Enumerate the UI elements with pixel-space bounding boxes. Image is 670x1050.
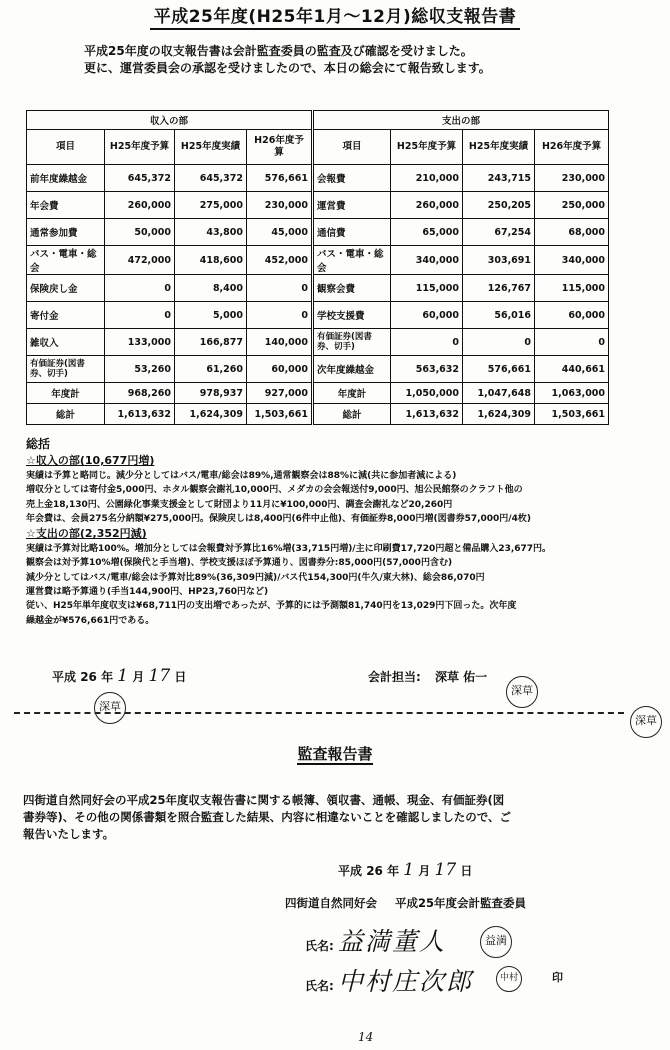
intro-line: 平成25年度の収支報告書は会計監査委員の監査及び確認を受けました。 xyxy=(84,44,473,58)
treasurer-label: 会計担当: xyxy=(368,670,421,684)
expense-budget-26: 68,000 xyxy=(535,219,609,246)
audit-report-body xyxy=(23,792,628,843)
column-header-actual-25: H25年度実績 xyxy=(463,130,535,165)
date-era: 平成 xyxy=(52,670,77,684)
summary-line: 実績は予算対比略100%。増加分としては会報費対予算比16%増(33,715円増)/主に印刷費17,720円超と備品購入23,677円。 xyxy=(26,544,552,555)
summary-line: 売上金18,130円、公園緑化事業支援金として財団より11月に¥100,000円、調査会謝礼など20,260円 xyxy=(26,499,453,510)
table-row xyxy=(27,329,609,356)
income-budget-26: 452,000 xyxy=(247,246,313,275)
audit-line: 四街道自然同好会の平成25年度収支報告書に関する帳簿、領収書、通帳、現金、有価証券(図 xyxy=(23,793,505,807)
expense-item: 観察会費 xyxy=(313,275,391,302)
column-header-budget-25: H25年度予算 xyxy=(391,130,463,165)
income-actual-25: 43,800 xyxy=(175,219,247,246)
section-divider xyxy=(14,712,624,714)
table-row xyxy=(27,302,609,329)
income-item: 前年度繰越金 xyxy=(27,165,105,192)
audit-report-title: 監査報告書 xyxy=(297,745,373,763)
intro-line: 更に、運営委員会の承認を受けましたので、本日の総会にて報告致します。 xyxy=(84,61,491,75)
income-actual-25: 1,624,309 xyxy=(175,404,247,425)
summary-heading: 総括 xyxy=(26,437,51,451)
income-budget-25: 968,260 xyxy=(105,383,175,404)
income-item: 雑収入 xyxy=(27,329,105,356)
expense-budget-25: 340,000 xyxy=(391,246,463,275)
column-header-item: 項目 xyxy=(27,130,105,165)
page-number: 14 xyxy=(358,1030,374,1044)
income-expense-table xyxy=(26,110,609,425)
income-budget-26: 576,661 xyxy=(247,165,313,192)
income-budget-25: 472,000 xyxy=(105,246,175,275)
income-actual-25: 8,400 xyxy=(175,275,247,302)
income-budget-26: 0 xyxy=(247,302,313,329)
day-label: 日 xyxy=(460,864,473,878)
summary-line: 減少分としてはバス/電車/総会は予算対比89%(36,309円減)/バス代154,300円(牛久/東大林)、総会86,070円 xyxy=(26,572,485,583)
auditor-seal: 中村 xyxy=(496,966,522,992)
auditor-signature-2 xyxy=(305,962,473,998)
auditor-signature: 中村庄次郎 xyxy=(338,967,474,996)
intro-text xyxy=(84,43,491,77)
income-budget-26: 140,000 xyxy=(247,329,313,356)
income-section-header: 収入の部 xyxy=(27,111,313,130)
table-row xyxy=(27,192,609,219)
expense-budget-26: 1,063,000 xyxy=(535,383,609,404)
summary-line: 増収分としては寄付金5,000円、ホタル観察会謝礼10,000円、メダカの会会報送付9,000円、旭公民館祭のクラフト他の xyxy=(26,485,523,496)
expense-budget-25: 1,050,000 xyxy=(391,383,463,404)
expense-budget-25: 1,613,632 xyxy=(391,404,463,425)
expense-actual-25: 0 xyxy=(463,329,535,356)
expense-budget-26: 60,000 xyxy=(535,302,609,329)
treasurer-name: 深草 佑一 xyxy=(435,670,488,684)
income-budget-26: 230,000 xyxy=(247,192,313,219)
audit-line: 報告いたします。 xyxy=(23,827,115,841)
treasurer-seal: 深草 xyxy=(94,692,126,724)
table-row xyxy=(27,356,609,383)
name-label: 氏名: xyxy=(305,979,334,993)
table-row xyxy=(27,219,609,246)
expense-actual-25: 1,624,309 xyxy=(463,404,535,425)
expense-budget-26: 1,503,661 xyxy=(535,404,609,425)
income-budget-25: 645,372 xyxy=(105,165,175,192)
table-row xyxy=(27,165,609,192)
document-title: 平成25年度(H25年1月〜12月)総収支報告書 xyxy=(0,2,670,27)
year-label: 年 xyxy=(387,864,400,878)
income-actual-25: 166,877 xyxy=(175,329,247,356)
date-month: 1 xyxy=(403,860,415,880)
column-header-budget-26: H26年度予算 xyxy=(247,130,313,165)
income-budget-25: 0 xyxy=(105,275,175,302)
expense-budget-26: 230,000 xyxy=(535,165,609,192)
expense-item: 有価証券(図書券、切手) xyxy=(313,329,391,356)
expense-budget-25: 563,632 xyxy=(391,356,463,383)
summary-section xyxy=(26,436,651,628)
table-row xyxy=(27,275,609,302)
income-item: 通常参加費 xyxy=(27,219,105,246)
date-year: 26 xyxy=(80,670,97,684)
income-budget-26: 0 xyxy=(247,275,313,302)
income-item: 寄付金 xyxy=(27,302,105,329)
column-header-actual-25: H25年度実績 xyxy=(175,130,247,165)
expense-item: 学校支援費 xyxy=(313,302,391,329)
grand-total-row xyxy=(27,404,609,425)
expense-budget-26: 440,661 xyxy=(535,356,609,383)
expense-budget-25: 260,000 xyxy=(391,192,463,219)
date-day: 17 xyxy=(434,860,457,880)
auditor-seal: 益満 xyxy=(480,926,512,958)
committee-name: 平成25年度会計監査委員 xyxy=(395,896,527,910)
expense-actual-25: 303,691 xyxy=(463,246,535,275)
audit-line: 書券等)、その他の関係書類を照合監査した結果、内容に相違ないことを確認しましたので、ご xyxy=(23,810,512,824)
date-day: 17 xyxy=(148,666,171,686)
income-budget-25: 50,000 xyxy=(105,219,175,246)
income-actual-25: 645,372 xyxy=(175,165,247,192)
income-actual-25: 418,600 xyxy=(175,246,247,275)
income-actual-25: 5,000 xyxy=(175,302,247,329)
annual-total-row xyxy=(27,383,609,404)
expense-budget-25: 0 xyxy=(391,329,463,356)
summary-line: 観察会は対予算10%増(保険代と手当増)、学校支援ほぼ予算通り、図書券分:85,000円(57,000円含む) xyxy=(26,558,453,569)
income-budget-25: 1,613,632 xyxy=(105,404,175,425)
grand-total-label: 総計 xyxy=(27,404,105,425)
summary-line: 運営費は略予算通り(手当144,900円、HP23,760円など) xyxy=(26,587,269,598)
audit-date xyxy=(338,860,472,880)
seal-mark: 印 xyxy=(552,971,563,984)
column-header-item: 項目 xyxy=(313,130,391,165)
expense-actual-25: 250,205 xyxy=(463,192,535,219)
expense-item: 通信費 xyxy=(313,219,391,246)
summary-line: 従い、H25年単年度収支は¥68,711円の支出増であったが、予算的には予測額81,740円を13,029円下回った。次年度 xyxy=(26,601,517,612)
summary-line: 年会費は、会員275名分納額¥275,000円。保険戻しは8,400円(6件中止他)、有価証券8,000円増(図書券57,000円/4枚) xyxy=(26,513,531,524)
annual-total-label: 年度計 xyxy=(27,383,105,404)
expense-budget-25: 60,000 xyxy=(391,302,463,329)
expense-item: 運営費 xyxy=(313,192,391,219)
expense-actual-25: 243,715 xyxy=(463,165,535,192)
income-item: 有価証券(図書券、切手) xyxy=(27,356,105,383)
expense-actual-25: 67,254 xyxy=(463,219,535,246)
income-budget-25: 133,000 xyxy=(105,329,175,356)
expense-section-header: 支出の部 xyxy=(313,111,609,130)
treasurer-signature xyxy=(368,668,487,685)
day-label: 日 xyxy=(174,670,187,684)
expense-budget-26: 0 xyxy=(535,329,609,356)
income-budget-26: 45,000 xyxy=(247,219,313,246)
expense-budget-26: 250,000 xyxy=(535,192,609,219)
date-era: 平成 xyxy=(338,864,363,878)
income-actual-25: 61,260 xyxy=(175,356,247,383)
expense-actual-25: 576,661 xyxy=(463,356,535,383)
annual-total-label: 年度計 xyxy=(313,383,391,404)
expense-item: バス・電車・総会 xyxy=(313,246,391,275)
expense-actual-25: 126,767 xyxy=(463,275,535,302)
month-label: 月 xyxy=(418,864,431,878)
table-row xyxy=(27,246,609,275)
income-actual-25: 275,000 xyxy=(175,192,247,219)
treasurer-seal: 深草 xyxy=(630,706,662,738)
expense-budget-25: 65,000 xyxy=(391,219,463,246)
auditor-signature: 益満董人 xyxy=(338,927,447,956)
income-actual-25: 978,937 xyxy=(175,383,247,404)
income-item: 年会費 xyxy=(27,192,105,219)
treasurer-seal: 深草 xyxy=(506,676,538,708)
expense-budget-26: 115,000 xyxy=(535,275,609,302)
income-budget-25: 0 xyxy=(105,302,175,329)
expense-actual-25: 56,016 xyxy=(463,302,535,329)
date-year: 26 xyxy=(366,864,383,878)
income-budget-26: 60,000 xyxy=(247,356,313,383)
name-label: 氏名: xyxy=(305,939,334,953)
income-budget-26: 927,000 xyxy=(247,383,313,404)
date-month: 1 xyxy=(117,666,129,686)
income-item: バス・電車・総会 xyxy=(27,246,105,275)
treasurer-date xyxy=(52,666,186,686)
column-header-budget-26: H26年度予算 xyxy=(535,130,609,165)
expense-item: 次年度繰越金 xyxy=(313,356,391,383)
expense-budget-25: 115,000 xyxy=(391,275,463,302)
expense-budget-26: 340,000 xyxy=(535,246,609,275)
month-label: 月 xyxy=(132,670,145,684)
auditor-signature-1 xyxy=(305,922,446,958)
expense-budget-25: 210,000 xyxy=(391,165,463,192)
column-header-budget-25: H25年度予算 xyxy=(105,130,175,165)
year-label: 年 xyxy=(101,670,114,684)
income-budget-25: 260,000 xyxy=(105,192,175,219)
expense-actual-25: 1,047,648 xyxy=(463,383,535,404)
summary-line: 繰越金が¥576,661円である。 xyxy=(26,615,155,626)
audit-committee xyxy=(285,895,526,911)
income-summary-heading: ☆収入の部(10,677円増) xyxy=(26,454,155,467)
expense-item: 会報費 xyxy=(313,165,391,192)
income-item: 保険戻し金 xyxy=(27,275,105,302)
summary-line: 実績は予算と略同じ。減少分としてはバス/電車/総会は89%,通常観察会は88%に減(共に参加者減による) xyxy=(26,471,457,481)
expense-summary-heading: ☆支出の部(2,352円減) xyxy=(26,527,147,541)
grand-total-label: 総計 xyxy=(313,404,391,425)
income-budget-25: 53,260 xyxy=(105,356,175,383)
organization-name: 四街道自然同好会 xyxy=(285,896,377,910)
income-budget-26: 1,503,661 xyxy=(247,404,313,425)
